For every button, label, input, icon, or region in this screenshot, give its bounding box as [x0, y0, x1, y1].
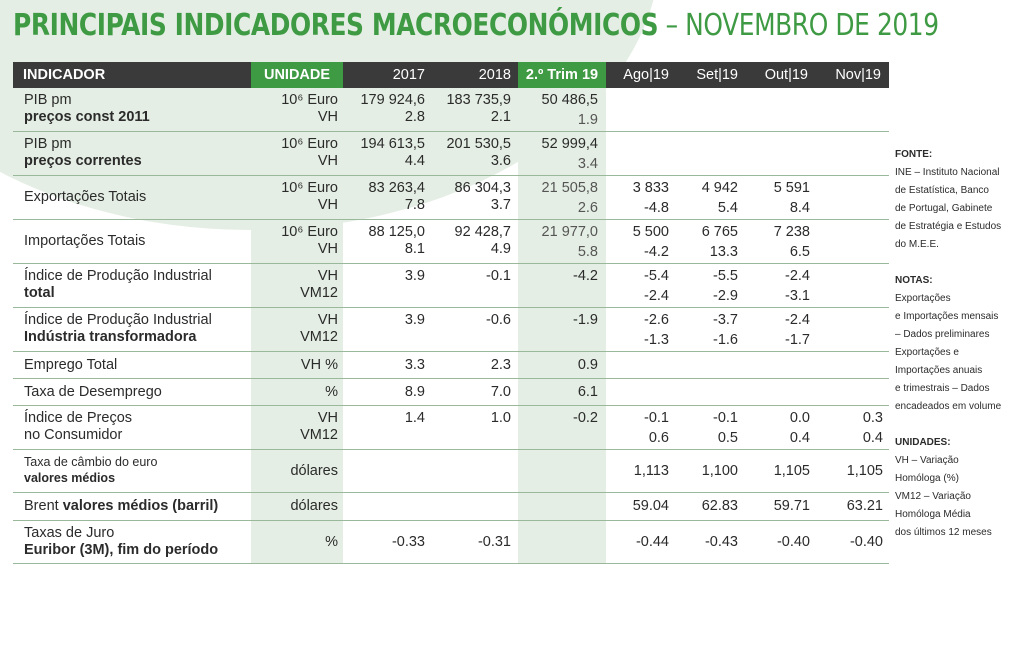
fonte-line: de Portugal, Gabinete	[895, 203, 993, 214]
fonte-line: de Estatística, Banco	[895, 185, 989, 196]
brent-sublabel: valores médios (barril)	[62, 498, 219, 514]
cell-nov-b: 0.4	[862, 430, 883, 446]
cell-2017: 3.9	[404, 312, 425, 328]
row-sublabel: no Consumidor	[24, 427, 123, 443]
cell-ago-b: -4.8	[644, 200, 669, 216]
table-row-pib-corr	[13, 132, 889, 176]
table-row-juro	[13, 521, 889, 564]
row-label: PIB pm	[24, 136, 72, 152]
cell-2017: -0.33	[391, 534, 425, 550]
row-label: Exportações Totais	[24, 189, 147, 205]
row-label: Taxa de Desemprego	[24, 384, 162, 400]
cell-ago-b: -4.2	[644, 244, 669, 260]
header-out: Out|19	[764, 67, 808, 83]
cell-out: 7 238	[773, 224, 810, 240]
cell-out-b: 0.4	[789, 430, 810, 446]
cell-out: -2.4	[785, 312, 810, 328]
table-row-emprego	[13, 352, 889, 379]
row-unit: 10⁶ Euro	[281, 136, 338, 152]
cell-nov: -0.40	[849, 534, 883, 550]
row-sublabel: Euribor (3M), fim do período	[24, 542, 219, 558]
title-main: PRINCIPAIS INDICADORES MACROECONÓMICOS	[13, 8, 659, 43]
cell-ago: -0.1	[644, 410, 669, 426]
cell-2018-b: 3.6	[490, 153, 511, 169]
row-sublabel: total	[24, 285, 55, 301]
table-header	[13, 62, 889, 88]
cell-q2: -0.2	[573, 410, 598, 426]
row-sublabel: preços correntes	[24, 153, 142, 169]
header-q2-2019: 2.º Trim 19	[518, 62, 606, 88]
row-sublabel: preços const 2011	[24, 109, 150, 125]
row-unit: VH %	[300, 357, 338, 373]
cell-set: -0.43	[704, 534, 738, 550]
table-row-brent	[13, 493, 889, 521]
unidades-line: Homóloga (%)	[895, 473, 959, 484]
row-unit2: VH	[317, 197, 338, 213]
cell-2018: 2.3	[490, 357, 511, 373]
cell-2018-b: 3.7	[490, 197, 511, 213]
cell-2017: 3.3	[404, 357, 425, 373]
row-label: PIB pm	[24, 92, 72, 108]
cell-set-b: 13.3	[709, 244, 738, 260]
cell-2017-b: 8.1	[404, 241, 425, 257]
table-row-ipi-transformadora	[13, 308, 889, 352]
cell-set-b: 5.4	[717, 200, 738, 216]
cell-set-b: -1.6	[713, 332, 738, 348]
row-unit: 10⁶ Euro	[281, 180, 338, 196]
row-label: Emprego Total	[24, 357, 118, 373]
row-unit2: VH	[317, 241, 338, 257]
cell-nov: 63.21	[846, 498, 883, 514]
row-label	[24, 498, 218, 515]
cell-2018-b: 4.9	[490, 241, 511, 257]
table-row-cambio	[13, 450, 889, 493]
cell-ago-b: -2.4	[644, 288, 669, 304]
brent-label: Brent	[24, 498, 59, 514]
cell-2018-b: 2.1	[490, 109, 511, 125]
cell-2017: 88 125,0	[368, 224, 425, 240]
cell-ago: 59.04	[632, 498, 669, 514]
cell-q2-b: 2.6	[577, 200, 598, 216]
cell-q2: 0.9	[577, 357, 598, 373]
cell-2018: 7.0	[490, 384, 511, 400]
cell-q2: -1.9	[573, 312, 598, 328]
cell-2018: -0.6	[486, 312, 511, 328]
cell-2018: 201 530,5	[446, 136, 511, 152]
cell-out-b: -3.1	[785, 288, 810, 304]
cell-2017-b: 2.8	[404, 109, 425, 125]
header-2018: 2018	[478, 67, 511, 83]
cell-q2-b: 5.8	[577, 244, 598, 260]
row-label: Índice de Produção Industrial	[24, 312, 212, 328]
cell-set: -5.5	[713, 268, 738, 284]
cell-nov: 0.3	[862, 410, 883, 426]
cell-out-b: 8.4	[789, 200, 810, 216]
table-row-ipi-total	[13, 264, 889, 308]
row-unit: %	[325, 384, 338, 400]
cell-2018: 1.0	[490, 410, 511, 426]
cell-set: 62.83	[701, 498, 738, 514]
page-title	[13, 6, 939, 46]
cell-set: -0.1	[713, 410, 738, 426]
cell-set-b: -2.9	[713, 288, 738, 304]
table-row-desemprego	[13, 379, 889, 406]
cell-2018: -0.1	[486, 268, 511, 284]
cell-q2: 50 486,5	[541, 92, 598, 108]
unidades-heading: UNIDADES:	[895, 437, 951, 448]
cell-2017: 3.9	[404, 268, 425, 284]
unidades-line: Homóloga Média	[895, 509, 971, 520]
cell-q2-b: 1.9	[577, 112, 598, 128]
notas-line: Importações anuais	[895, 365, 983, 376]
row-unit: 10⁶ Euro	[281, 92, 338, 108]
notas-heading: NOTAS:	[895, 275, 933, 286]
cell-out: -2.4	[785, 268, 810, 284]
unidades-line: VH – Variação	[895, 455, 959, 466]
row-unit2: VH	[317, 109, 338, 125]
cell-2017: 1.4	[404, 410, 425, 426]
cell-ago: -0.44	[635, 534, 669, 550]
table-row-exportacoes	[13, 176, 889, 220]
row-label: Taxas de Juro	[24, 525, 115, 541]
notas-line: e trimestrais – Dados	[895, 383, 990, 394]
cell-out: 1,105	[773, 463, 810, 479]
unidades-line: dos últimos 12 meses	[895, 527, 992, 538]
cell-out: 5 591	[773, 180, 810, 196]
cell-2018: 183 735,9	[446, 92, 511, 108]
cell-q2: 21 977,0	[541, 224, 598, 240]
row-label: Importações Totais	[24, 233, 146, 249]
header-nov: Nov|19	[835, 67, 881, 83]
row-sublabel: valores médios	[24, 471, 116, 485]
cell-2017-b: 7.8	[404, 197, 425, 213]
cell-out: -0.40	[776, 534, 810, 550]
row-label: Índice de Produção Industrial	[24, 268, 212, 284]
row-unit: %	[325, 534, 338, 550]
fonte-line: INE – Instituto Nacional	[895, 167, 1000, 178]
cell-out-b: -1.7	[785, 332, 810, 348]
cell-q2: 6.1	[577, 384, 598, 400]
notas-line: – Dados preliminares	[895, 329, 990, 340]
cell-set: 4 942	[701, 180, 738, 196]
cell-ago: -5.4	[644, 268, 669, 284]
cell-q2: 21 505,8	[541, 180, 598, 196]
cell-out-b: 6.5	[789, 244, 810, 260]
cell-2018: 92 428,7	[454, 224, 511, 240]
row-unit: VH	[317, 268, 338, 284]
cell-ago: 1,113	[633, 463, 669, 479]
row-sublabel: Indústria transformadora	[24, 329, 197, 345]
header-indicador: INDICADOR	[23, 67, 106, 83]
cell-2017-b: 4.4	[404, 153, 425, 169]
cell-set: 1,100	[701, 463, 738, 479]
row-label: Taxa de câmbio do euro	[24, 455, 158, 469]
row-unit2: VM12	[300, 427, 338, 443]
unidades-line: VM12 – Variação	[895, 491, 971, 502]
indicators-table	[13, 62, 889, 564]
fonte-line: do M.E.E.	[895, 239, 939, 250]
notas-line: Exportações e	[895, 347, 959, 358]
row-label: Índice de Preços	[24, 410, 133, 426]
cell-q2: 52 999,4	[541, 136, 598, 152]
cell-ago: 3 833	[632, 180, 669, 196]
row-unit: dólares	[290, 463, 338, 479]
cell-2017: 179 924,6	[360, 92, 425, 108]
fonte-line: de Estratégia e Estudos	[895, 221, 1002, 232]
cell-2017: 83 263,4	[368, 180, 425, 196]
cell-q2-b: 3.4	[577, 156, 598, 172]
table-row-importacoes	[13, 220, 889, 264]
row-unit2: VM12	[300, 329, 338, 345]
cell-set: -3.7	[713, 312, 738, 328]
header-2017: 2017	[392, 67, 425, 83]
table-row-ipc	[13, 406, 889, 450]
cell-nov: 1,105	[846, 463, 883, 479]
cell-ago-b: -1.3	[644, 332, 669, 348]
cell-out: 59.71	[773, 498, 810, 514]
notas-line: Exportações	[895, 293, 951, 304]
side-notes	[895, 146, 1020, 542]
cell-ago: 5 500	[632, 224, 669, 240]
cell-out: 0.0	[789, 410, 810, 426]
cell-set: 6 765	[701, 224, 738, 240]
row-unit: dólares	[290, 498, 338, 514]
cell-2018: -0.31	[477, 534, 511, 550]
notas-line: encadeados em volume	[895, 401, 1002, 412]
cell-2017: 194 613,5	[360, 136, 425, 152]
cell-ago: -2.6	[644, 312, 669, 328]
header-set: Set|19	[696, 67, 738, 83]
cell-2017: 8.9	[404, 384, 425, 400]
fonte-heading: FONTE:	[895, 149, 933, 160]
notas-line: e Importações mensais	[895, 311, 999, 322]
table-row-pib-const	[13, 88, 889, 132]
header-ago: Ago|19	[623, 67, 669, 83]
cell-set-b: 0.5	[717, 430, 738, 446]
row-unit: VH	[317, 312, 338, 328]
header-unidade: UNIDADE	[251, 62, 343, 88]
cell-q2: -4.2	[573, 268, 598, 284]
cell-2018: 86 304,3	[454, 180, 511, 196]
row-unit2: VM12	[300, 285, 338, 301]
cell-ago-b: 0.6	[648, 430, 669, 446]
row-unit: VH	[317, 410, 338, 426]
row-unit2: VH	[317, 153, 338, 169]
title-date: – NOVEMBRO DE 2019	[658, 8, 939, 43]
row-unit: 10⁶ Euro	[281, 224, 338, 240]
